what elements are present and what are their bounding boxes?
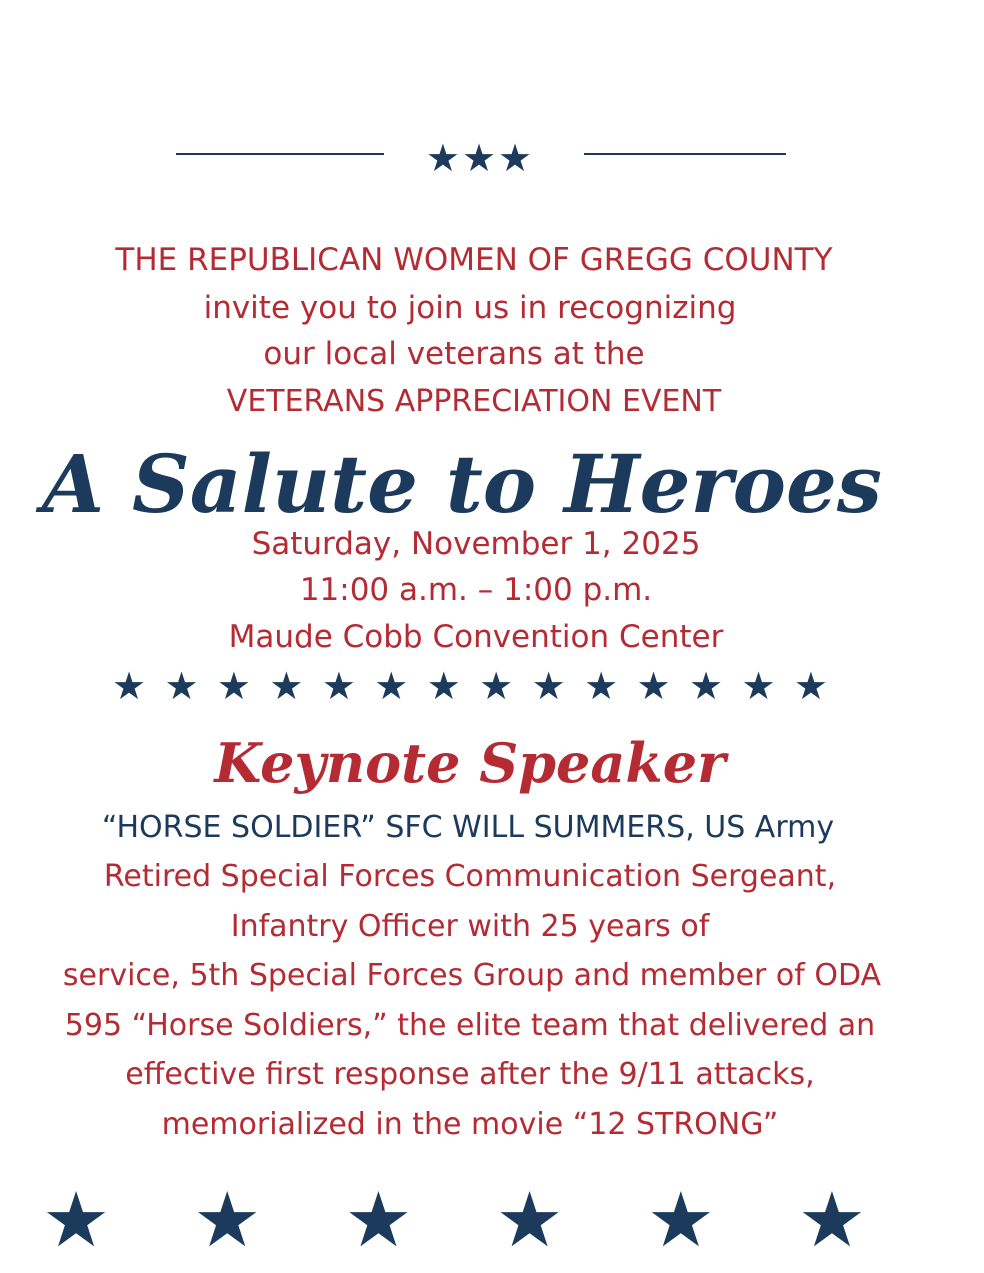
bottom-star-row	[42, 1175, 866, 1264]
star-icon: ★	[112, 664, 147, 708]
divider-left	[176, 153, 384, 155]
star-icon: ★	[321, 664, 356, 708]
invite-line-1: invite you to join us in recognizing	[203, 290, 737, 326]
star-icon: ★	[164, 664, 199, 708]
header-stars-icon: ★★★	[425, 136, 535, 180]
star-icon: ★	[216, 664, 251, 708]
speaker-name: “HORSE SOLDIER” SFC WILL SUMMERS, US Army	[101, 810, 835, 845]
star-icon: ★	[193, 1175, 262, 1264]
star-icon: ★	[269, 664, 304, 708]
star-icon: ★	[646, 1175, 715, 1264]
bio-line-2: Infantry Officer with 25 years of	[230, 909, 710, 944]
invite-line-2: our local veterans at the	[263, 336, 645, 372]
star-icon: ★	[495, 1175, 564, 1264]
bio-line-1: Retired Special Forces Communication Sergeant,	[103, 859, 837, 894]
star-icon: ★	[741, 664, 776, 708]
star-icon: ★	[42, 1175, 111, 1264]
star-icon: ★	[374, 664, 409, 708]
organization-name: THE REPUBLICAN WOMEN OF GREGG COUNTY	[115, 242, 833, 278]
middle-star-row	[112, 664, 828, 708]
bio-line-5: effective first response after the 9/11 attacks,	[125, 1057, 815, 1092]
star-icon: ★	[636, 664, 671, 708]
star-icon: ★	[426, 664, 461, 708]
event-venue: Maude Cobb Convention Center	[228, 619, 724, 655]
star-icon: ★	[793, 664, 828, 708]
event-time: 11:00 a.m. – 1:00 p.m.	[299, 572, 653, 608]
star-icon: ★	[797, 1175, 866, 1264]
bio-line-6: memorialized in the movie “12 STRONG”	[161, 1107, 779, 1142]
star-icon: ★	[688, 664, 724, 708]
star-icon: ★	[531, 664, 566, 708]
event-title: A Salute to Heroes	[42, 437, 882, 531]
keynote-heading: Keynote Speaker	[214, 731, 726, 795]
star-icon: ★	[344, 1175, 413, 1264]
divider-right	[584, 153, 786, 155]
star-icon: ★	[479, 664, 514, 708]
star-icon: ★	[584, 664, 619, 708]
event-name: VETERANS APPRECIATION EVENT	[226, 384, 722, 419]
bio-line-4: 595 “Horse Soldiers,” the elite team that delivered an	[64, 1008, 876, 1043]
bio-line-3: service, 5th Special Forces Group and member of ODA	[62, 958, 882, 993]
event-date: Saturday, November 1, 2025	[251, 526, 701, 562]
